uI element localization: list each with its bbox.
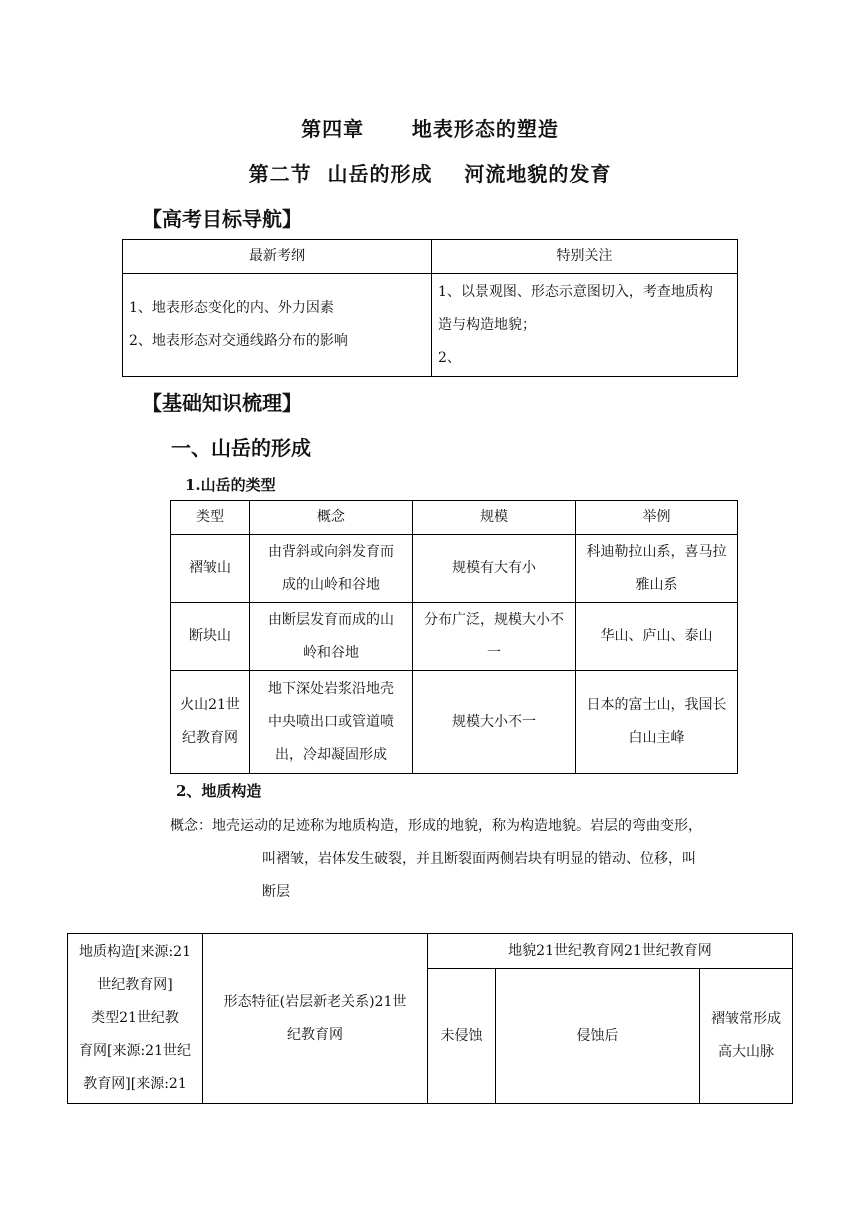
structure-col-feature (203, 934, 428, 1104)
geo-concept-line: 叫褶皱，岩体发生破裂，并且断裂面两侧岩块有明显的错动、位移，叫 (262, 851, 696, 867)
feature-line: 形态特征(岩层新老关系)21世 (223, 993, 407, 1010)
goal-heading: 【高考目标导航】 (142, 207, 302, 231)
concept-line: 成的山岭和谷地 (282, 576, 380, 593)
scale-line: 分布广泛，规模大小不 (424, 611, 564, 628)
structure-type-line: 育网[来源:21世纪 (79, 1043, 191, 1059)
table-row (171, 671, 738, 774)
types-header-scale: 规模 (413, 501, 576, 535)
types-header-example: 举例 (576, 501, 738, 535)
structure-col-type (68, 934, 203, 1104)
chapter-title: 第四章 地表形态的塑造 (301, 117, 559, 141)
concept-line: 由背斜或向斜发育而 (268, 543, 394, 560)
concept-line: 地下深处岩浆沿地壳 (268, 680, 394, 697)
goal-col1-item: 2、地表形态对交通线路分布的影响 (129, 333, 348, 349)
goal-col1-item: 1、地表形态变化的内、外力因素 (129, 300, 334, 316)
structure-type-line: 教育网][来源:21 (83, 1076, 187, 1092)
types-header-type: 类型 (171, 501, 250, 535)
goal-col2-line: 造与构造地貌； (438, 316, 536, 333)
mountain-types-title: 1.山岳的类型 (185, 476, 276, 494)
mountain-types-table (170, 500, 738, 774)
structure-type-line: 类型21世纪教 (91, 1010, 179, 1026)
goal-col1-cell (123, 274, 432, 377)
type-cell: 褶皱山 (189, 560, 231, 576)
goal-col2-line: 1、以景观图、形态示意图切入，考查地质构 (438, 283, 713, 300)
geo-structure-title: 2、地质构造 (176, 782, 262, 800)
landform-fold-note (700, 969, 793, 1104)
goal-col1-header: 最新考纲 (123, 240, 432, 274)
table-row (171, 603, 738, 671)
table-row (171, 535, 738, 603)
type-line: 火山21世 (180, 697, 240, 713)
basics-heading: 【基础知识梳理】 (142, 391, 302, 415)
concept-line: 岭和谷地 (303, 644, 359, 661)
landform-uneroded: 未侵蚀 (428, 969, 496, 1104)
example-line: 日本的富士山，我国长 (586, 697, 727, 713)
concept-line: 中央喷出口或管道喷 (268, 713, 394, 730)
geo-concept-line: 断层 (262, 884, 290, 900)
structure-type-line: 世纪教育网] (97, 977, 173, 993)
example-line: 科迪勒拉山系，喜马拉 (586, 543, 727, 560)
goal-col2-cell (432, 274, 738, 377)
goal-col2-line: 2、 (438, 349, 461, 366)
subsection-mountain: 一、山岳的形成 (171, 436, 311, 460)
concept-line: 出，冷却凝固形成 (275, 746, 387, 763)
types-header-concept: 概念 (250, 501, 413, 535)
goal-col2-header: 特别关注 (432, 240, 738, 274)
scale-cell: 规模大小不一 (452, 713, 536, 730)
goal-table (122, 239, 738, 377)
structure-type-line: 地质构造[来源:21 (79, 944, 191, 960)
feature-line: 纪教育网 (287, 1026, 343, 1043)
landform-header: 地貌21世纪教育网21世纪教育网 (428, 934, 793, 969)
scale-cell: 规模有大有小 (452, 560, 536, 576)
section-title: 第二节 山岳的形成 河流地貌的发育 (248, 162, 612, 186)
landform-eroded: 侵蚀后 (496, 969, 700, 1104)
example-line: 雅山系 (635, 576, 678, 593)
concept-line: 由断层发育而成的山 (268, 611, 394, 628)
structure-table (67, 933, 793, 1104)
type-line: 纪教育网 (182, 730, 238, 746)
type-cell: 断块山 (189, 628, 231, 644)
example-cell: 华山、庐山、泰山 (600, 628, 713, 644)
fold-note-line: 高大山脉 (718, 1044, 774, 1060)
example-line: 白山主峰 (628, 730, 685, 746)
fold-note-line: 褶皱常形成 (711, 1011, 781, 1027)
scale-line: 一 (487, 644, 501, 661)
geo-concept-line: 概念：地壳运动的足迹称为地质构造，形成的地貌，称为构造地貌。岩层的弯曲变形， (170, 818, 702, 834)
